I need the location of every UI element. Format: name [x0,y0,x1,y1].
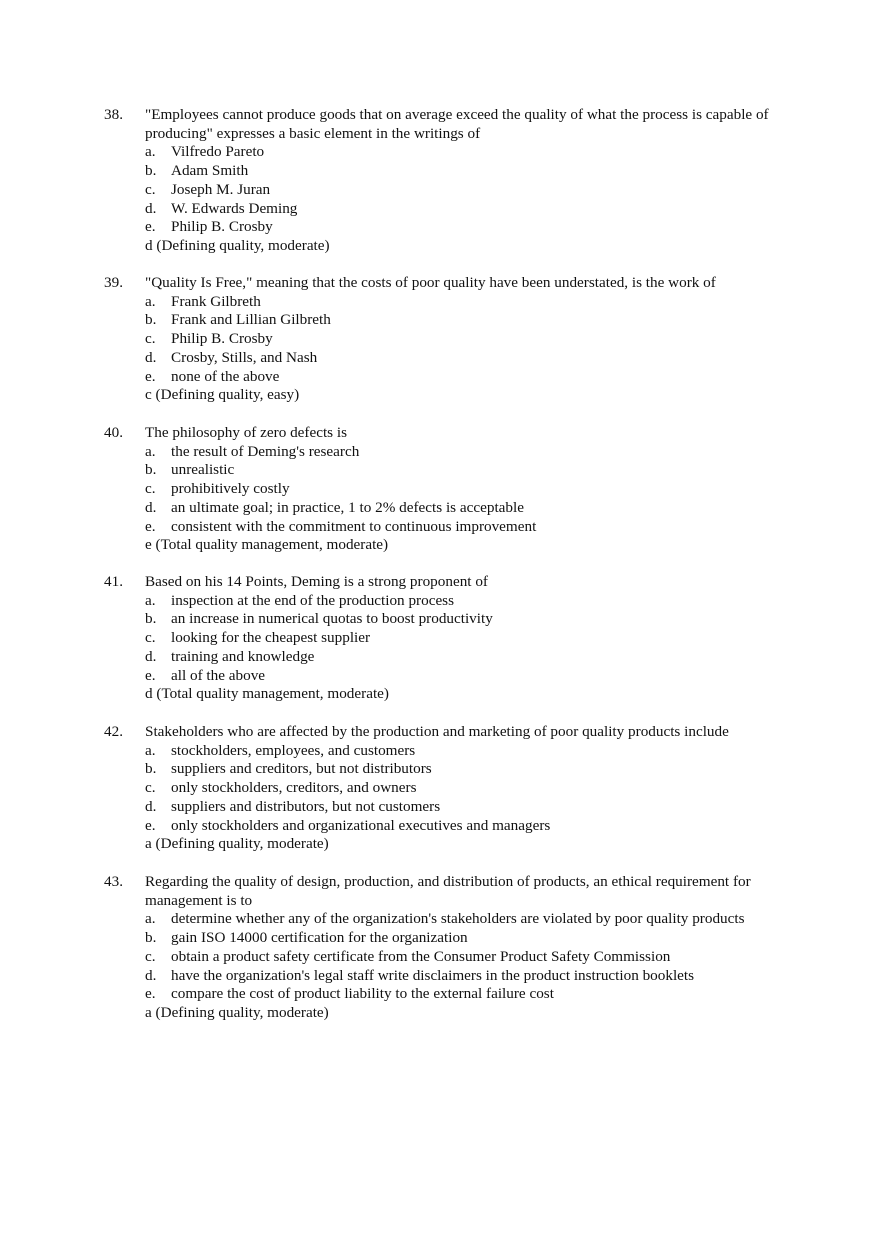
option-text: looking for the cheapest supplier [171,629,371,647]
option-d [145,967,694,986]
option-text: obtain a product safety certificate from the Consumer Product Safety Commission [171,947,671,965]
option-text: consistent with the commitment to continuous improvement [171,517,537,535]
option-text: suppliers and creditors, but not distributors [171,760,432,778]
option-text: prohibitively costly [171,480,290,498]
answer-key: e (Total quality management, moderate) [145,536,389,554]
question-number: 39. [104,274,123,291]
option-letter: e. [145,985,156,1003]
option-a [145,592,454,611]
option-a [145,293,261,312]
question-number: 38. [104,106,123,123]
option-a [145,742,415,761]
option-text: Frank and Lillian Gilbreth [171,311,331,329]
option-letter: d. [145,647,157,665]
question-number: 41. [104,573,123,590]
option-letter: a. [145,741,156,759]
option-e [145,518,536,537]
question-number: 42. [104,723,123,740]
option-letter: e. [145,816,156,834]
option-e [145,667,265,686]
option-letter: c. [145,947,156,965]
option-text: training and knowledge [171,647,315,665]
question-stem: The philosophy of zero defects is [145,424,348,441]
option-text: Philip B. Crosby [171,218,273,236]
answer-key: a (Defining quality, moderate) [145,835,329,853]
option-text: stockholders, employees, and customers [171,741,416,759]
option-letter: a. [145,591,156,609]
option-text: none of the above [171,367,280,385]
option-letter: b. [145,610,157,628]
option-letter: c. [145,480,156,498]
answer-key: d (Defining quality, moderate) [145,236,330,254]
option-a [145,910,745,929]
option-text: the result of Deming's research [171,442,360,460]
option-e [145,817,550,836]
option-text: suppliers and distributors, but not customers [171,797,441,815]
option-b [145,311,331,330]
option-letter: c. [145,779,156,797]
option-text: Philip B. Crosby [171,330,273,348]
option-b [145,162,248,181]
option-letter: a. [145,292,156,310]
option-c [145,480,290,499]
option-c [145,629,370,648]
question-number: 43. [104,873,123,890]
option-text: determine whether any of the organization's stakeholders are violated by poor quality products [171,910,745,928]
option-text: Frank Gilbreth [171,292,261,310]
option-e [145,218,273,237]
option-b [145,461,234,480]
option-letter: e. [145,218,156,236]
option-d [145,200,297,219]
option-d [145,499,524,518]
option-letter: b. [145,929,157,947]
question-stem: "Employees cannot produce goods that on average exceed the quality of what the process is capable of producing" expresses a basic element in the writings of [145,106,769,142]
option-e [145,985,554,1004]
option-text: Adam Smith [171,162,249,180]
question-number: 40. [104,424,123,441]
answer-key: a (Defining quality, moderate) [145,1003,329,1021]
option-text: compare the cost of product liability to the external failure cost [171,985,554,1003]
answer-key: d (Total quality management, moderate) [145,685,389,703]
option-letter: b. [145,311,157,329]
option-text: all of the above [171,666,266,684]
option-text: gain ISO 14000 certification for the organization [171,929,468,947]
option-letter: e. [145,367,156,385]
option-text: only stockholders and organizational executives and managers [171,816,551,834]
option-text: Vilfredo Pareto [171,143,265,161]
option-letter: d. [145,498,157,516]
option-text: unrealistic [171,461,235,479]
option-c [145,948,670,967]
question-stem: Based on his 14 Points, Deming is a strong proponent of [145,573,488,590]
option-b [145,760,432,779]
option-text: W. Edwards Deming [171,199,298,217]
option-text: Joseph M. Juran [171,180,271,198]
option-d [145,349,317,368]
option-e [145,368,279,387]
answer-key: c (Defining quality, easy) [145,386,300,404]
option-text: an increase in numerical quotas to boost productivity [171,610,493,628]
option-letter: d. [145,966,157,984]
option-letter: e. [145,517,156,535]
option-letter: a. [145,910,156,928]
question-stem: Stakeholders who are affected by the production and marketing of poor quality products include [145,723,729,740]
option-text: Crosby, Stills, and Nash [171,348,318,366]
option-letter: d. [145,797,157,815]
option-letter: d. [145,199,157,217]
option-d [145,648,314,667]
option-letter: b. [145,760,157,778]
option-letter: b. [145,461,157,479]
option-a [145,143,264,162]
option-d [145,798,440,817]
option-c [145,330,273,349]
option-text: have the organization's legal staff write disclaimers in the product instruction booklets [171,966,695,984]
option-c [145,181,270,200]
option-letter: c. [145,629,156,647]
option-letter: b. [145,162,157,180]
option-b [145,610,493,629]
option-c [145,779,416,798]
option-letter: a. [145,442,156,460]
option-text: an ultimate goal; in practice, 1 to 2% defects is acceptable [171,498,524,516]
option-letter: c. [145,180,156,198]
option-letter: d. [145,348,157,366]
option-text: inspection at the end of the production process [171,591,455,609]
question-stem: Regarding the quality of design, production, and distribution of products, an ethical requirement for management is to [145,873,751,909]
option-letter: a. [145,143,156,161]
question-stem: "Quality Is Free," meaning that the costs of poor quality have been understated, is the work of [145,274,716,291]
option-b [145,929,468,948]
option-a [145,443,359,462]
option-letter: c. [145,330,156,348]
option-text: only stockholders, creditors, and owners [171,779,417,797]
option-letter: e. [145,666,156,684]
